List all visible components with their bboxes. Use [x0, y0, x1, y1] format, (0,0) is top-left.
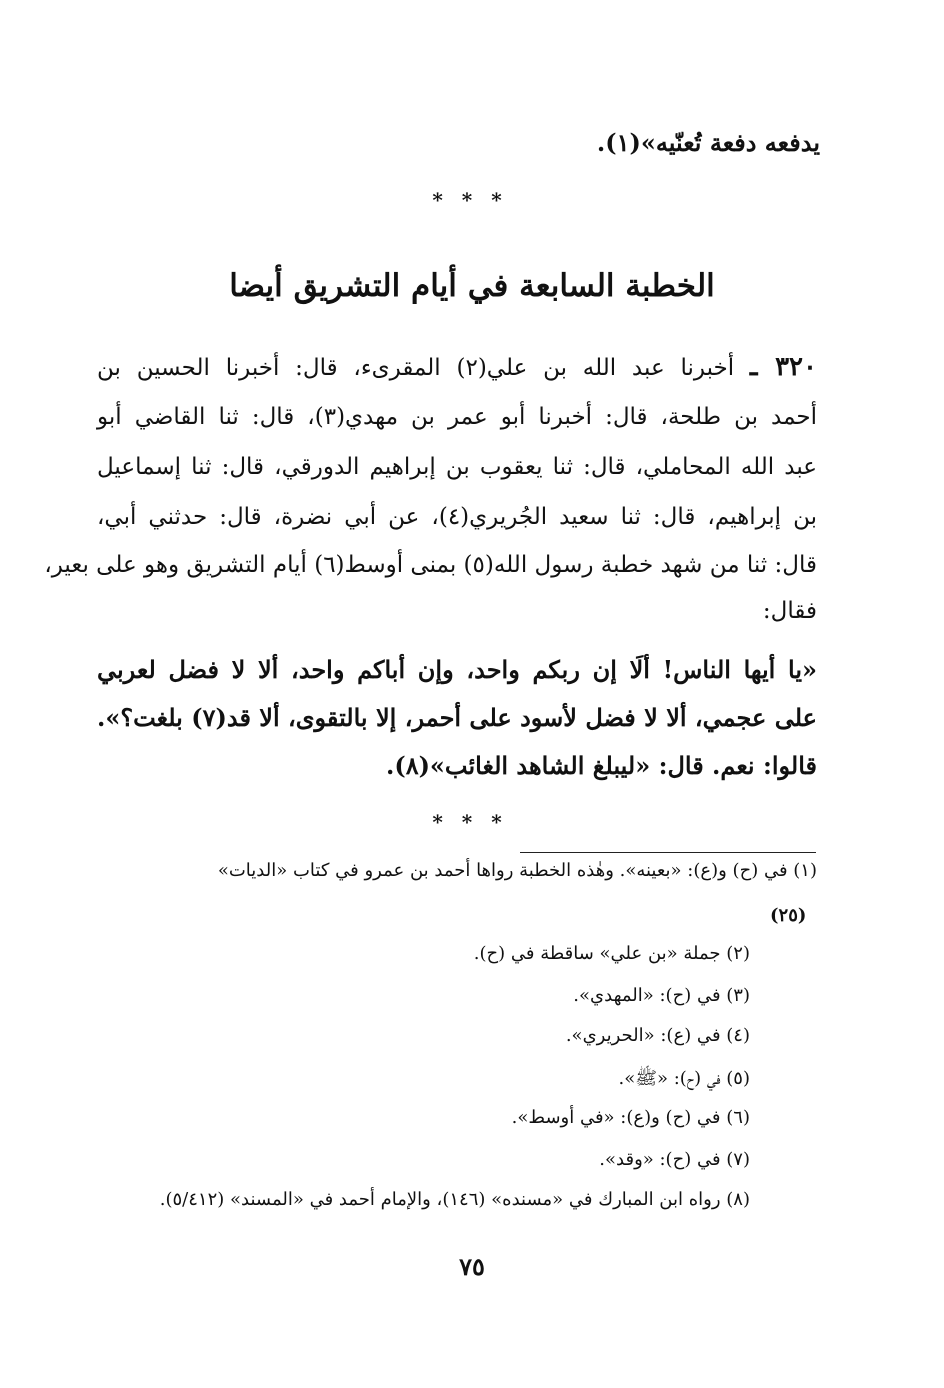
separator-bottom: * * * — [432, 810, 508, 834]
body-line-1: ٣٢٠ ـ أخبرنا عبد الله بن علي(٢) المقرىء، قال: أخبرنا الحسين بن — [97, 352, 817, 382]
footnote-8: (٨) رواه ابن المبارك في «مسنده» (١٤٦)، والإمام أحمد في «المسند» (٥/٤١٢). — [159, 1189, 750, 1210]
footnote-5: (٥) في (ح): «ﷺ». — [618, 1068, 750, 1089]
footnote-6: (٦) في (ح) و(ع): «في أوسط». — [511, 1107, 750, 1128]
footnote-7: (٧) في (ح): «وقد». — [599, 1149, 750, 1170]
footnote-1: (١) في (ح) و(ع): «بعينه». وهٰذه الخطبة رواها أحمد بن عمرو في كتاب «الديات» — [217, 860, 817, 881]
page-number: ٧٥ — [459, 1252, 485, 1281]
section-title: الخطبة السابعة في أيام التشريق أيضا — [229, 268, 715, 304]
quote-line-3: قالوا: نعم. قال: «ليبلغ الشاهد الغائب»(٨). — [385, 751, 817, 780]
body-line-6: فقال: — [762, 598, 817, 624]
footnote-3: (٣) في (ح): «المهدي». — [573, 985, 750, 1006]
footnote-rule — [520, 852, 816, 853]
footnote-2: (٢) جملة «بن علي» ساقطة في (ح). — [473, 943, 750, 964]
footnote-4: (٤) في (ع): «الحريري». — [565, 1025, 750, 1046]
continuation-line: يدفعه دفعة تُعنّيه»(١). — [596, 128, 820, 157]
quote-line-2: على عجمي، ألا لا فضل لأسود على أحمر، إلا بالتقوى، ألا قد(٧) بلغت؟». — [97, 703, 817, 732]
body-line-5: قال: ثنا من شهد خطبة رسول الله(٥) بمنى أوسط(٦) أيام التشريق وهو على بعير، — [44, 552, 817, 578]
quote-line-1: «يا أيها الناس! ألَا إن ربكم واحد، وإن أباكم واحد، ألا لا فضل لعربي — [97, 655, 818, 684]
hadith-number: ٣٢٠ ـ — [749, 352, 817, 382]
separator-top: * * * — [432, 188, 508, 212]
body-line-4: بن إبراهيم، قال: ثنا سعيد الجُريري(٤)، عن أبي نضرة، قال: حدثني أبي، — [97, 504, 817, 530]
body-line-3: عبد الله المحاملي، قال: ثنا يعقوب بن إبراهيم الدورقي، قال: ثنا إسماعيل — [97, 454, 817, 480]
body-line-2: أحمد بن طلحة، قال: أخبرنا أبو عمر بن مهدي(٣)، قال: ثنا القاضي أبو — [97, 404, 817, 430]
footnote-side-ref: (٢٥) — [770, 905, 807, 926]
